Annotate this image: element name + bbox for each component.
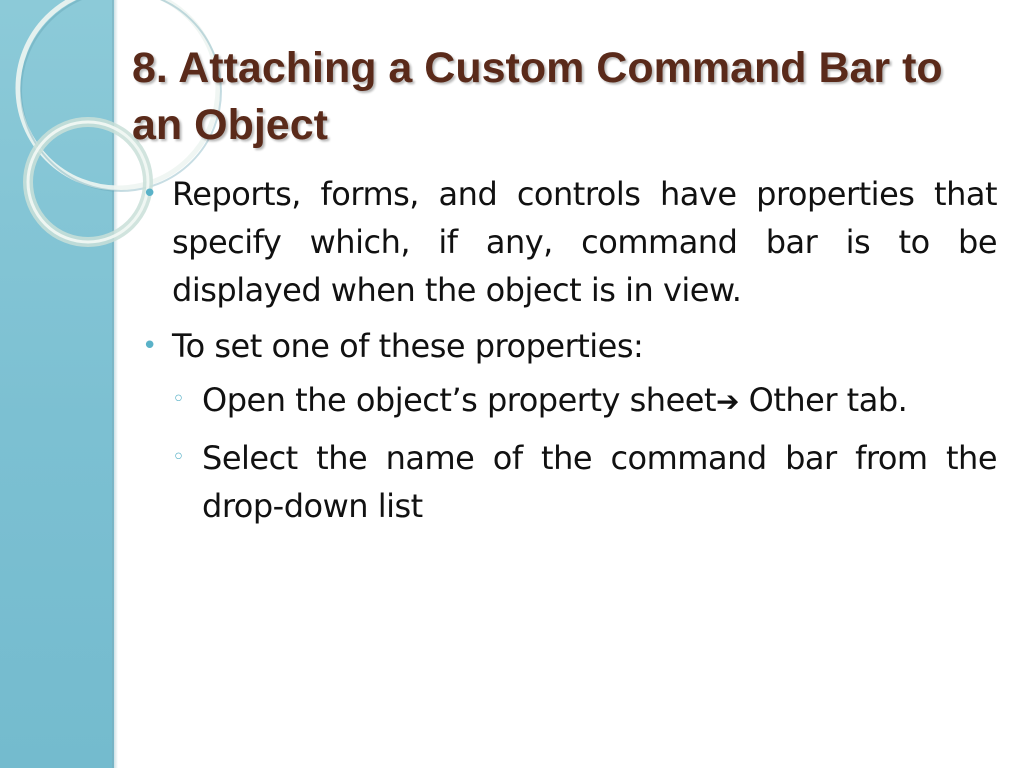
sub-bullet-list [172, 376, 997, 530]
sub-bullet-item-2 [172, 434, 997, 530]
bullet-text: Reports, forms, and controls have properties that specify which, if any, command bar is to be displayed when the object is in view. [172, 175, 997, 309]
sub-bullet-item-1 [172, 376, 997, 426]
sub-bullet-text: Select the name of the command bar from the drop-down list [202, 439, 997, 525]
bullet-marker: • [142, 179, 157, 209]
bullet-item-1 [140, 170, 997, 314]
bullet-marker: • [142, 331, 157, 361]
bullet-text: To set one of these properties: [172, 327, 644, 365]
bullet-list [140, 170, 997, 538]
sub-bullet-text: Open the object’s property sheet [202, 381, 716, 419]
arrow-right-icon: ➔ [715, 385, 739, 418]
bullet-item-2 [140, 322, 997, 530]
sub-bullet-text-continued: Other tab. [738, 381, 908, 419]
sub-bullet-marker: ◦ [172, 445, 185, 470]
slide-title: 8. Attaching a Custom Command Bar to an Object [132, 44, 943, 149]
sub-bullet-marker: ◦ [172, 387, 185, 412]
